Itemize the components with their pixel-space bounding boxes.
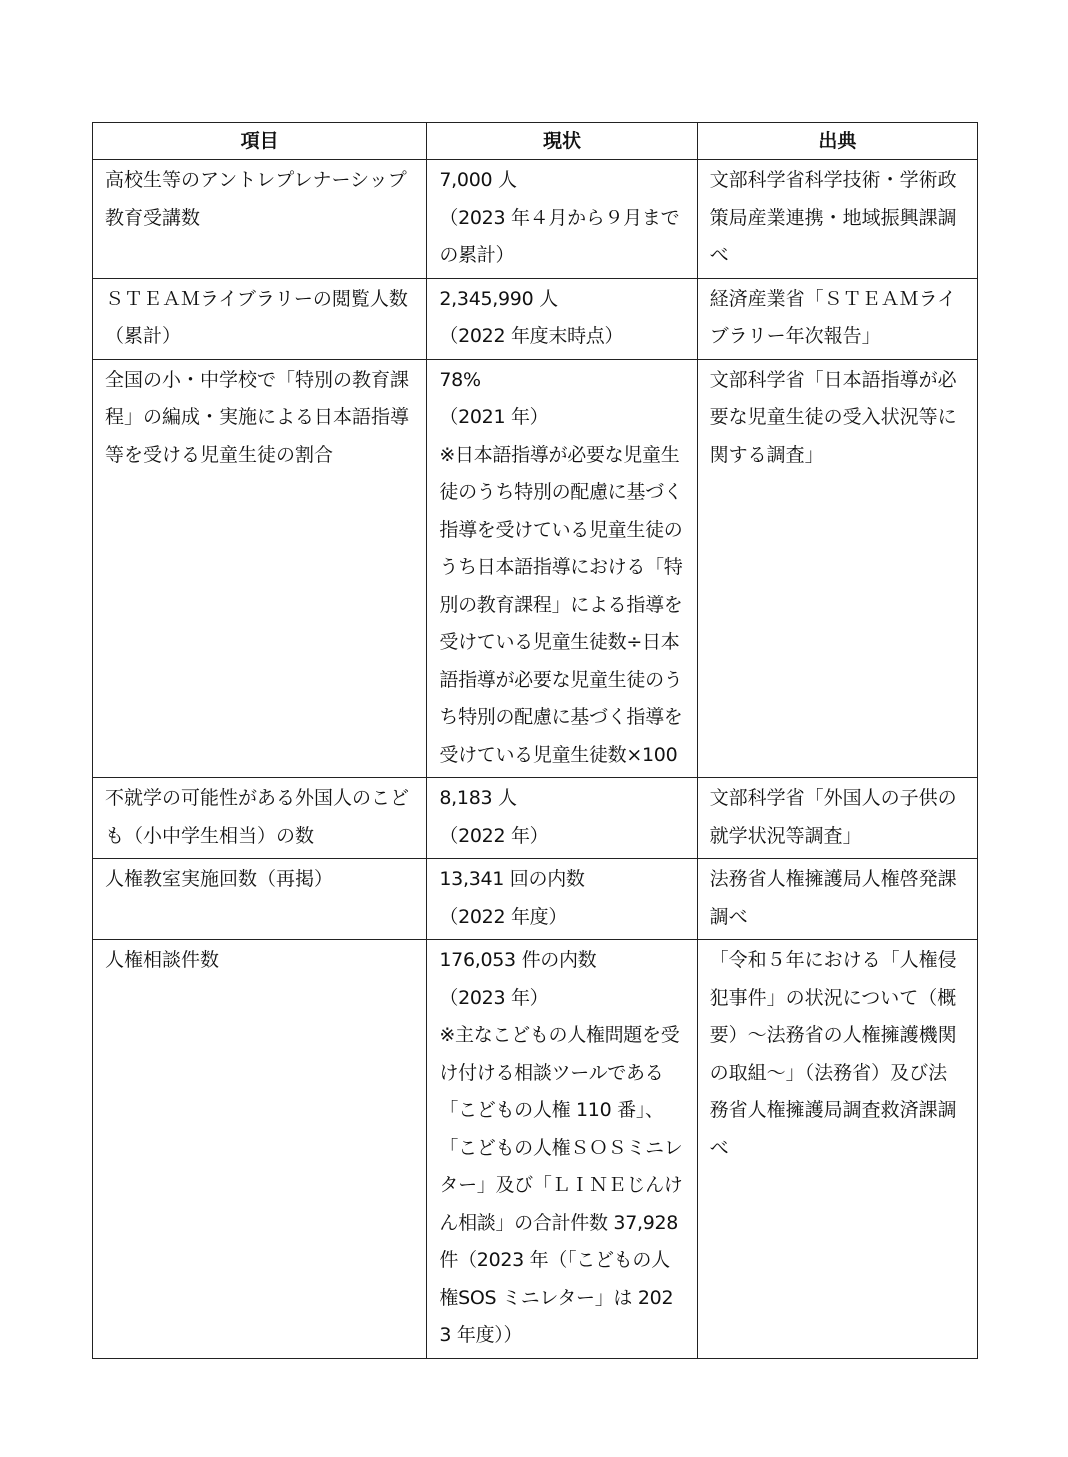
statistics-table [92,122,978,1359]
source-cell: 文部科学省科学技術・学術政策局産業連携・地域振興課調べ [697,160,977,279]
item-cell: 人権教室実施回数（再掲） [93,859,427,940]
status-period: （2023 年） [439,986,549,1009]
status-value: 8,183 人 [439,787,517,809]
status-cell [427,359,697,778]
status-value: 78% [439,368,481,391]
status-note: ※日本語指導が必要な児童生徒のうち特別の配慮に基づく指導を受けている児童生徒のうち日本語指導における「特別の教育課程」による指導を受けている児童生徒数÷日本語指導が必要な児童生徒のうち特別の配慮に基づく指導を受けている児童生徒数×100 [439,443,683,766]
status-cell [427,940,697,1359]
item-cell: 人権相談件数 [93,940,427,1359]
status-cell [427,278,697,359]
table-row [93,778,978,859]
header-source: 出典 [697,123,977,160]
source-cell: 「令和５年における「人権侵犯事件」の状況について（概要）～法務省の人権擁護機関の取組～」（法務省）及び法務省人権擁護局調査救済課調べ [697,940,977,1359]
item-cell: 全国の小・中学校で「特別の教育課程」の編成・実施による日本語指導等を受ける児童生徒の割合 [93,359,427,778]
item-cell: ＳＴＥＡＭライブラリーの閲覧人数（累計） [93,278,427,359]
status-cell [427,778,697,859]
table-header-row [93,123,978,160]
source-cell: 文部科学省「日本語指導が必要な児童生徒の受入状況等に関する調査」 [697,359,977,778]
source-cell: 法務省人権擁護局人権啓発課調べ [697,859,977,940]
table-row [93,160,978,279]
table-row [93,278,978,359]
status-value: 13,341 回の内数 [439,868,585,890]
source-cell: 経済産業省「ＳＴＥＡＭライブラリー年次報告」 [697,278,977,359]
status-value: 7,000 人 [439,169,517,191]
header-item: 項目 [93,123,427,160]
status-period: （2022 年） [439,824,549,847]
status-period: （2021 年） [439,406,549,428]
status-period: （2022 年度末時点） [439,325,624,347]
header-status: 現状 [427,123,697,160]
item-cell: 不就学の可能性がある外国人のこども（小中学生相当）の数 [93,778,427,859]
status-period: （2022 年度） [439,905,568,928]
status-period: （2023 年４月から９月までの累計） [439,206,680,266]
status-cell [427,160,697,279]
status-cell [427,859,697,940]
status-note: ※主なこどもの人権問題を受け付ける相談ツールである「こどもの人権 110 番」、「こどもの人権ＳＯＳミニレター」及び「ＬＩＮＥじんけん相談」の合計件数 37,928 件（2023 年（「こどもの人権SOS ミニレター」は 2023 年度）） [439,1024,683,1346]
status-value: 176,053 件の内数 [439,949,597,971]
source-cell: 文部科学省「外国人の子供の就学状況等調査」 [697,778,977,859]
item-cell: 高校生等のアントレプレナーシップ教育受講数 [93,160,427,279]
table-row [93,940,978,1359]
status-value: 2,345,990 人 [439,287,558,310]
table-row [93,859,978,940]
table-row [93,359,978,778]
